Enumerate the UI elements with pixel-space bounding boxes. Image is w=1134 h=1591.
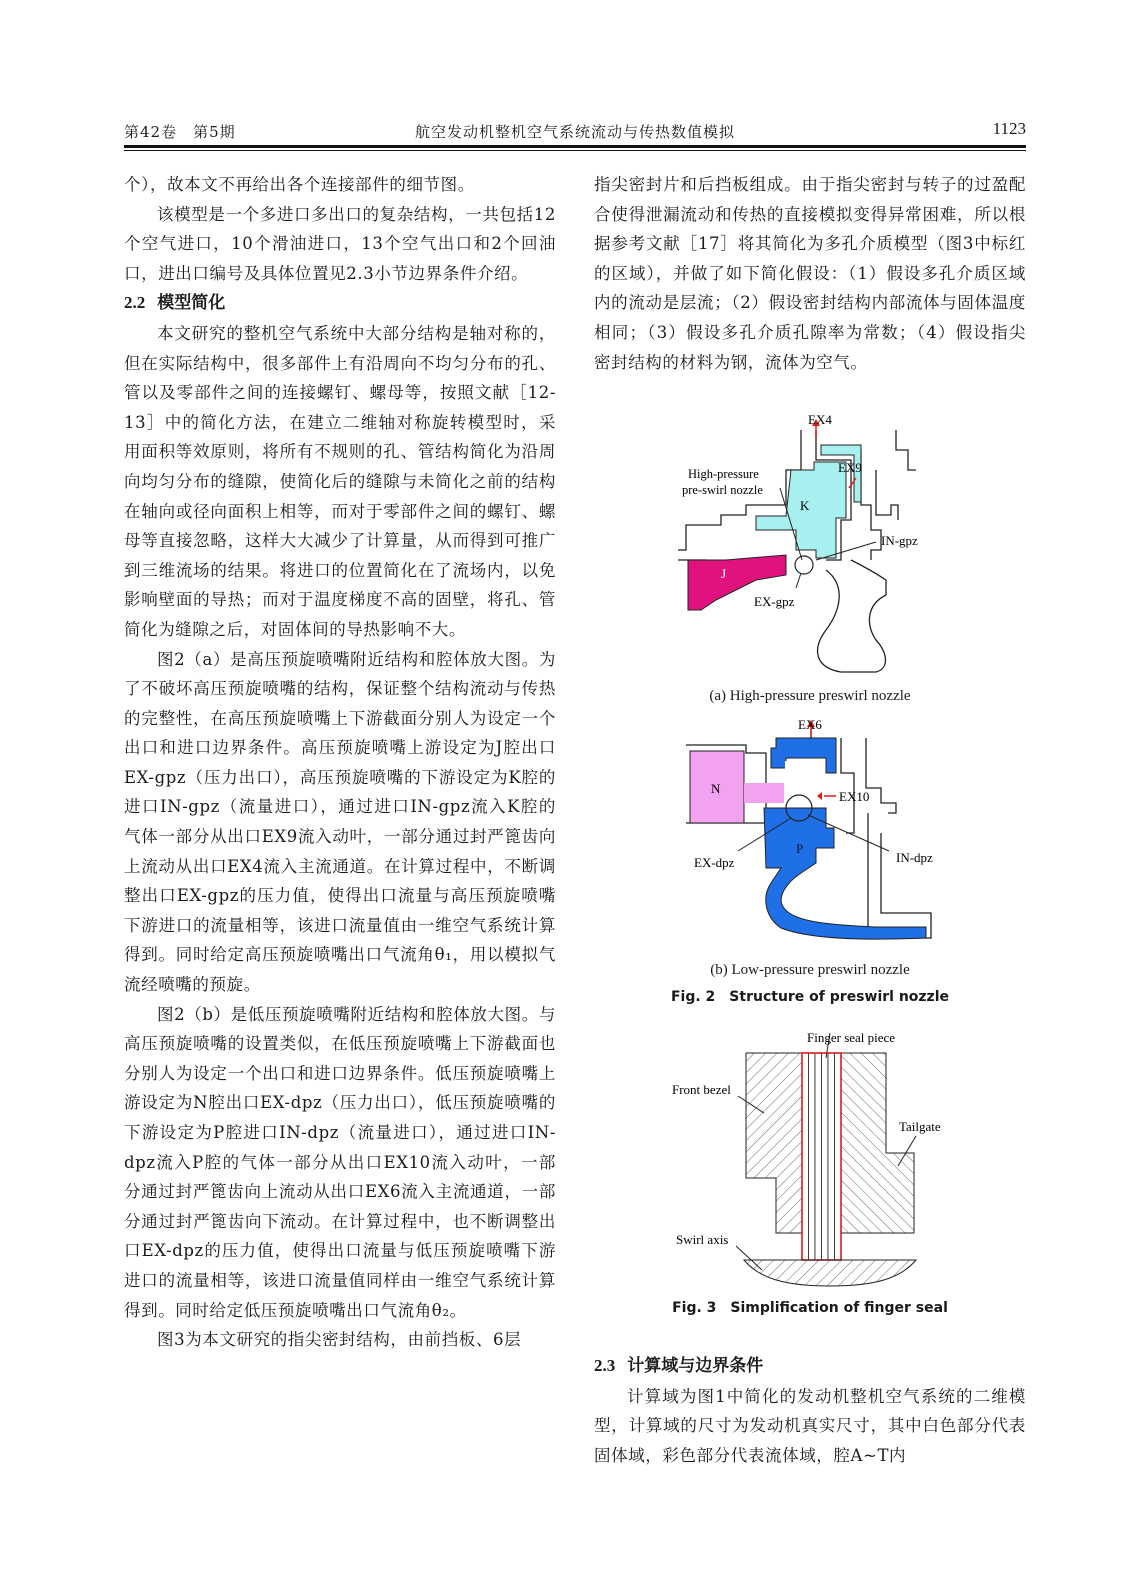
cavity-p <box>764 808 926 939</box>
figure-2b-caption: (b) Low-pressure preswirl nozzle <box>710 962 910 978</box>
paragraph: 该模型是一个多进口多出口的复杂结构，一共包括12个空气进口，10个滑油进口，13个空气出口和2个回油口，进出口编号及具体位置见2.3小节边界条件介绍。 <box>124 204 556 283</box>
figure-3-caption: Fig. 3 Simplification of finger seal <box>672 1300 948 1316</box>
paragraph: 图2（a）是高压预旋喷嘴附近结构和腔体放大图。为了不破坏高压预旋喷嘴的结构，保证整个结构流动与传热的完整性，在高压预旋喷嘴上下游截面分别人为设定一个出口和进口边界条件。高压预旋喷嘴上游设定为J腔出口EX-gpz（压力出口），高压预旋喷嘴的下游设定为K腔的进口IN-gpz（流量进口），通过进口IN-gpz流入K腔的气体一部分从出口EX9流入动叶，一部分通过封严篦齿向上流动从出口EX4流入主流通道。在计算过程中，不断调整出口EX-gpz的压力值，使得出口流量与高压预旋喷嘴下游进口的流量相等，该进口流量值由一维空气系统计算得到。同时给定高压预旋喷嘴出口气流角θ₁，用以模拟气流经喷嘴的预旋。 <box>124 649 556 995</box>
front-bezel <box>746 1053 802 1233</box>
journal-volume-issue: 第42卷 第5期 <box>124 123 236 141</box>
figure-2-caption: Fig. 2 Structure of preswirl nozzle <box>670 989 950 1005</box>
paragraph: 本文研究的整机空气系统中大部分结构是轴对称的，但在实际结构中，很多部件上有沿周向不均匀分布的孔、管以及零部件之间的连接螺钉、螺母等，按照文献［12-13］中的简化方法，在建立二维轴对称旋转模型时，采用面积等效原则，将所有不规则的孔、管结构简化为沿周向均匀分布的缝隙，使简化后的缝隙与未简化之前的结构在轴向或径向面积上相等，而对于零部件之间的螺钉、螺母等直接忽略，这样大大减少了计算量，从而得到可推广到三维流场的结果。将进口的位置简化在了流场内，以免影响壁面的导热；而对于温度梯度不高的固壁，将孔、管简化为缝隙之后，对固体间的导热影响不大。 <box>124 323 556 639</box>
paragraph: 图2（b）是低压预旋喷嘴附近结构和腔体放大图。与高压预旋喷嘴的设置类似，在低压预旋喷嘴上下游截面也分别人为设定一个出口和进口边界条件。低压预旋喷嘴上游设定为N腔出口EX-dpz（压力出口），低压预旋喷嘴的下游设定为P腔进口IN-dpz（流量进口），通过进口IN-dpz流入P腔的气体一部分从出口EX10流入动叶，一部分通过封严篦齿向上流动从出口EX6流入主流通道，一部分通过封严篦齿向下流动。在计算过程中，也不断调整出口EX-dpz的压力值，使得出口流量与低压预旋喷嘴下游进口的流量相等，该进口流量值同样由一维空气系统计算得到。同时给定低压预旋喷嘴出口气流角θ₂。 <box>124 1004 556 1320</box>
paragraph: 图3为本文研究的指尖密封结构，由前挡板、6层 <box>157 1330 522 1350</box>
label-in-gpz: IN-gpz <box>881 533 918 548</box>
label-nozzle-line2: pre-swirl nozzle <box>682 483 763 497</box>
seal-teeth <box>786 761 810 771</box>
label-front-bezel: Front bezel <box>672 1082 731 1097</box>
header-rule-thick <box>124 145 1026 148</box>
label-tailgate: Tailgate <box>899 1119 941 1134</box>
label-ex6: EX6 <box>798 717 822 732</box>
running-header <box>124 119 1026 143</box>
header-rule-thin <box>124 150 1026 151</box>
paragraph: 指尖密封片和后挡板组成。由于指尖密封与转子的过盈配合使得泄漏流动和传热的直接模拟变得异常困难，所以根据参考文献［17］将其简化为多孔介质模型（图3中标红的区域），并做了如下简化假设：（1）假设多孔介质区域内的流动是层流；（2）假设密封结构内部流体与固体温度相同；（3）假设多孔介质孔隙率为常数；（4）假设指尖密封结构的材料为钢，流体为空气。 <box>594 175 1026 372</box>
section-2-3 <box>594 1351 1026 1470</box>
running-title: 航空发动机整机空气系统流动与传热数值模拟 <box>414 123 735 141</box>
label-ex10: EX10 <box>839 789 870 804</box>
swirl-axis-rotor <box>744 1260 916 1286</box>
paragraph: 个），故本文不再给出各个连接部件的细节图。 <box>124 175 475 194</box>
section-number: 2.2 <box>124 293 146 313</box>
left-column <box>124 170 556 1355</box>
label-nozzle-line1: High-pressure <box>688 467 759 481</box>
paragraph: 计算域为图1中简化的发动机整机空气系统的二维模型，计算域的尺寸为发动机真实尺寸，其中白色部分代表固体域，彩色部分代表流体域，腔A~T内 <box>594 1386 1026 1465</box>
figure-2a-diagram <box>676 410 956 680</box>
label-k: K <box>800 498 810 513</box>
section-title: 模型简化 <box>157 293 226 314</box>
label-swirl-axis: Swirl axis <box>676 1232 729 1247</box>
cavity-n-extension <box>744 783 784 803</box>
section-heading-2-3 <box>594 1351 1026 1382</box>
label-ex4: EX4 <box>808 412 832 427</box>
label-n: N <box>711 781 721 796</box>
section-title: 计算域与边界条件 <box>627 1356 764 1376</box>
label-ex-dpz: EX-dpz <box>694 855 735 870</box>
label-j: J <box>721 566 727 581</box>
label-ex9: EX9 <box>838 460 862 475</box>
right-column <box>594 170 1026 377</box>
figure-3-diagram <box>666 1028 956 1290</box>
label-in-dpz: IN-dpz <box>896 850 933 865</box>
figure-2a-caption: (a) High-pressure preswirl nozzle <box>709 688 911 704</box>
cavity-upper-b <box>771 738 836 773</box>
section-heading-2-2 <box>124 288 556 319</box>
label-ex-gpz: EX-gpz <box>754 594 795 609</box>
finger-seal-pieces <box>802 1053 841 1260</box>
label-finger-seal-piece: Finger seal piece <box>807 1030 896 1045</box>
figure-2b-diagram <box>676 713 956 963</box>
page-number: 1123 <box>992 119 1026 138</box>
tailgate <box>841 1053 914 1233</box>
label-p: P <box>796 841 804 856</box>
section-number: 2.3 <box>594 1356 616 1375</box>
